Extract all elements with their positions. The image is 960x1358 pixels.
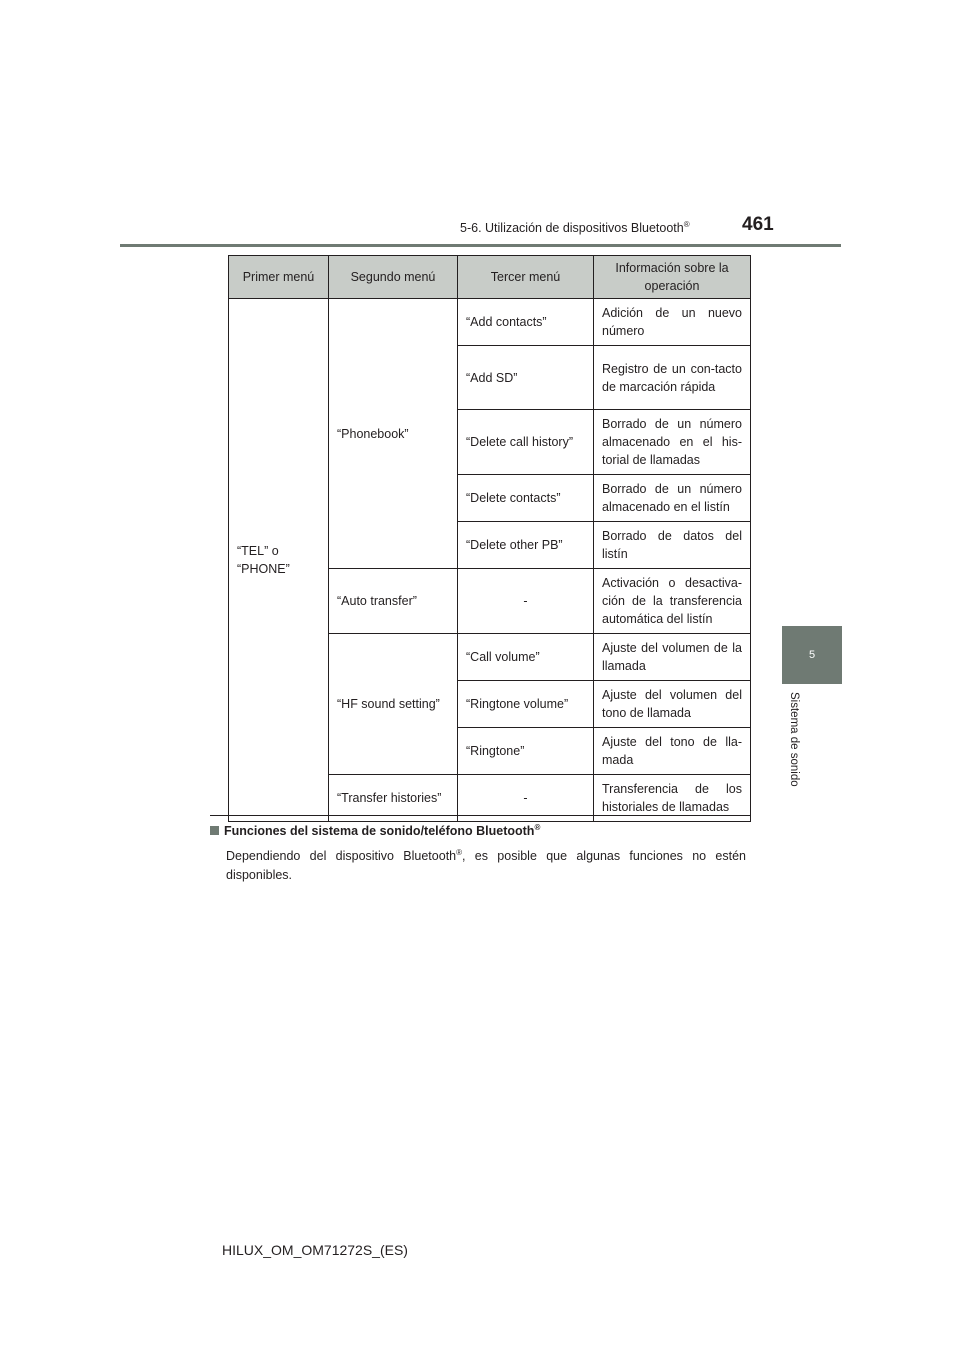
header-first-menu: Primer menú xyxy=(229,256,329,299)
third-menu-cell: “Add SD” xyxy=(458,346,594,410)
third-menu-cell: “Ringtone” xyxy=(458,728,594,775)
first-menu-cell: “TEL” o “PHONE” xyxy=(229,299,329,822)
info-cell: Adición de un nuevo número xyxy=(594,299,751,346)
chapter-tab xyxy=(782,626,842,684)
second-menu-hf-sound: “HF sound setting” xyxy=(329,634,458,775)
section-rule xyxy=(210,815,750,816)
square-bullet-icon xyxy=(210,826,219,835)
third-menu-cell: - xyxy=(458,569,594,634)
second-menu-phonebook: “Phonebook” xyxy=(329,299,458,569)
section-body-part2: , es posible que algunas funciones no estén disponibles. xyxy=(226,849,747,883)
chapter-number: 5 xyxy=(808,649,816,661)
third-menu-cell: - xyxy=(458,775,594,822)
registered-mark: ® xyxy=(534,823,541,832)
page-number: 461 xyxy=(742,214,774,235)
header-second-menu: Segundo menú xyxy=(329,256,458,299)
table-header-row xyxy=(229,256,751,299)
chapter-title: Sistema de sonido xyxy=(788,692,800,787)
operations-table xyxy=(228,255,751,822)
third-menu-cell: “Delete other PB” xyxy=(458,522,594,569)
second-menu-transfer-histories: “Transfer histories” xyxy=(329,775,458,822)
footer-doc-code: HILUX_OM_OM71272S_(ES) xyxy=(222,1242,408,1258)
registered-mark: ® xyxy=(456,848,463,857)
info-cell: Ajuste del volumen del tono de llamada xyxy=(594,681,751,728)
table-row xyxy=(229,299,751,346)
registered-mark: ® xyxy=(683,220,690,229)
header-third-menu: Tercer menú xyxy=(458,256,594,299)
header-rule xyxy=(120,244,841,247)
section-title-text: 5-6. Utilización de dispositivos Bluetooth xyxy=(460,221,684,236)
section-heading-text: Funciones del sistema de sonido/teléfono Bluetooth xyxy=(224,824,535,839)
second-menu-auto-transfer: “Auto transfer” xyxy=(329,569,458,634)
third-menu-cell: “Delete call history” xyxy=(458,410,594,475)
header-operation-info: Información sobre la operación xyxy=(594,256,751,299)
third-menu-cell: “Delete contacts” xyxy=(458,475,594,522)
info-cell: Borrado de un número almacenado en el listín xyxy=(594,475,751,522)
info-cell: Borrado de datos del listín xyxy=(594,522,751,569)
third-menu-cell: “Ringtone volume” xyxy=(458,681,594,728)
third-menu-cell: “Call volume” xyxy=(458,634,594,681)
info-cell: Activación o desactiva-ción de la transferencia automática del listín xyxy=(594,569,751,634)
section-body xyxy=(226,843,746,885)
third-menu-cell: “Add contacts” xyxy=(458,299,594,346)
section-heading xyxy=(210,823,540,838)
info-cell: Ajuste del volumen de la llamada xyxy=(594,634,751,681)
info-cell: Transferencia de los historiales de llamadas xyxy=(594,775,751,822)
info-cell: Registro de un con-tacto de marcación rápida xyxy=(594,346,751,410)
section-body-part1: Dependiendo del dispositivo Bluetooth xyxy=(226,849,457,864)
info-cell: Ajuste del tono de lla-mada xyxy=(594,728,751,775)
info-cell: Borrado de un número almacenado en el his-torial de llamadas xyxy=(594,410,751,475)
header-section-title xyxy=(460,220,690,235)
